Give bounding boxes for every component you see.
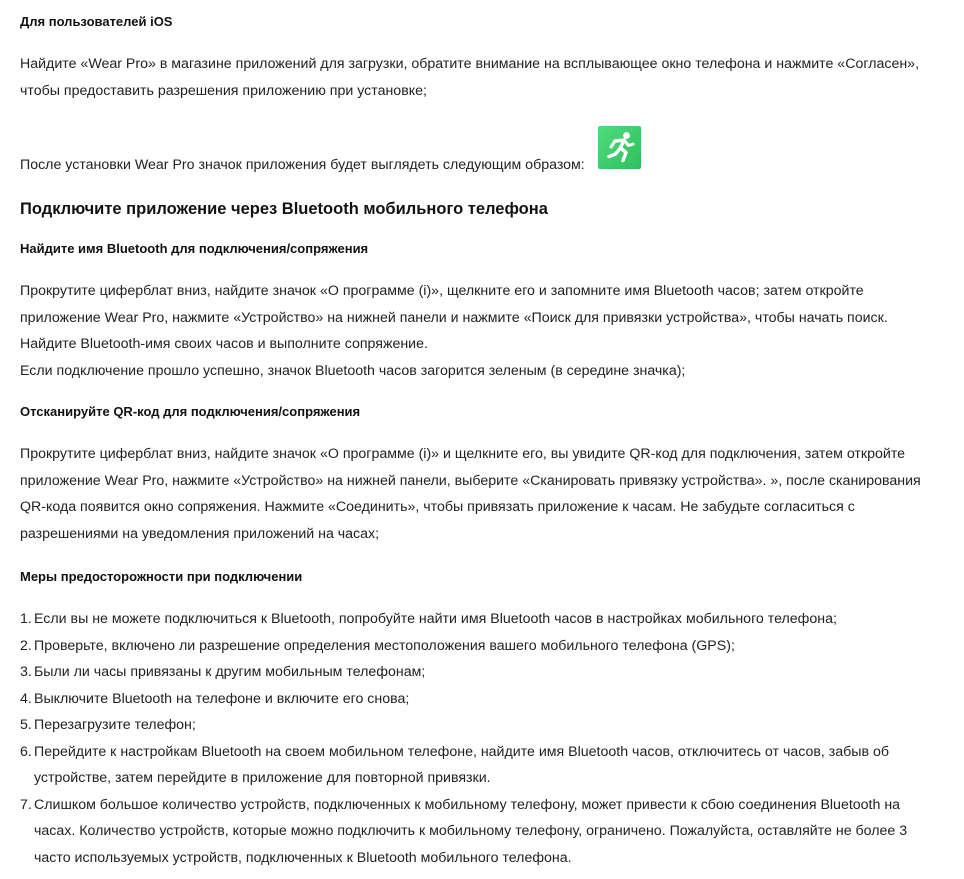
list-item-text: Перейдите к настройкам Bluetooth на своем мобильном телефоне, найдите имя Bluetooth часов, отключитесь от часов, забыв об — [34, 743, 890, 760]
paragraph-line: Прокрутите циферблат вниз, найдите значок «О программе (i)», щелкните его и запомните имя Bluetooth часов; затем откройте — [20, 283, 864, 299]
list-item-text: Перезагрузите телефон; — [34, 717, 196, 733]
list-item-text: часах. Количество устройств, которые можно подключить к мобильному телефону, ограничено. Пожалуйста, оставляйте не более 3 — [34, 823, 908, 839]
list-item-number: 2. — [20, 637, 32, 654]
ios-heading: Для пользователей iOS — [20, 14, 173, 29]
paragraph-line: приложение Wear Pro, нажмите «Устройство» на нижней панели, выберите «Сканировать привязку устройства». », после сканирования — [20, 472, 921, 489]
list-item-number: 7. — [20, 796, 32, 813]
list-item-text: Если вы не можете подключиться к Bluetooth, попробуйте найти имя Bluetooth часов в настройках мобильного телефона; — [34, 611, 837, 627]
after-install-text: После установки Wear Pro значок приложения будет выглядеть следующим образом: — [20, 157, 585, 173]
bluetooth-section-title: Подключите приложение через Bluetooth мобильного телефона — [20, 200, 548, 218]
find-name-paragraph — [20, 278, 950, 384]
qr-paragraph — [20, 441, 950, 547]
list-item — [20, 606, 950, 633]
list-item — [20, 712, 950, 739]
list-item — [20, 633, 950, 660]
list-item-text: Проверьте, включено ли разрешение определения местоположения вашего мобильного телефона (GPS); — [34, 637, 735, 654]
list-item — [20, 792, 950, 872]
paragraph-line: Прокрутите циферблат вниз, найдите значок «О программе (i)» и щелкните его, вы увидите QR-код для подключения, затем откройте — [20, 446, 906, 462]
ios-paragraph — [20, 51, 950, 104]
find-name-heading: Найдите имя Bluetooth для подключения/сопряжения — [20, 241, 369, 256]
list-item-text: часто используемых устройств, подключенных к Bluetooth мобильного телефона. — [34, 849, 572, 866]
running-man-icon — [598, 126, 641, 169]
list-item — [20, 686, 950, 713]
list-item-text: устройстве, затем перейдите в приложение для повторной привязки. — [34, 770, 491, 786]
precautions-list — [20, 606, 950, 871]
list-item — [20, 739, 950, 792]
list-item-number: 1. — [20, 611, 32, 627]
paragraph-line: разрешениями на уведомления приложений на часах; — [20, 525, 380, 542]
list-item-text: Выключите Bluetooth на телефоне и включите его снова; — [34, 690, 410, 707]
list-item-text: Были ли часы привязаны к другим мобильным телефонам; — [34, 664, 426, 680]
list-item — [20, 659, 950, 686]
list-item-number: 5. — [20, 717, 32, 733]
list-item-number: 3. — [20, 664, 32, 680]
ios-paragraph-line: Найдите «Wear Pro» в магазине приложений для загрузки, обратите внимание на всплывающее окно телефона и нажмите «Согласен», — [20, 56, 920, 72]
list-item-number: 6. — [20, 743, 32, 760]
qr-heading: Отсканируйте QR-код для подключения/сопряжения — [20, 404, 361, 419]
paragraph-line: Если подключение прошло успешно, значок Bluetooth часов загорится зеленым (в середине значка); — [20, 362, 686, 379]
paragraph-line: приложение Wear Pro, нажмите «Устройство» на нижней панели и нажмите «Поиск для привязки устройства», чтобы начать поиск. — [20, 309, 888, 326]
paragraph-line: QR-кода появится окно сопряжения. Нажмите «Соединить», чтобы привязать приложение к часам. Не забудьте согласиться с — [20, 499, 855, 515]
paragraph-line: Найдите Bluetooth-имя своих часов и выполните сопряжение. — [20, 336, 428, 352]
ios-paragraph-line: чтобы предоставить разрешения приложению при установке; — [20, 82, 427, 99]
precautions-heading: Меры предосторожности при подключении — [20, 569, 303, 584]
list-item-text: Слишком большое количество устройств, подключенных к мобильному телефону, может привести к сбою соединения Bluetooth на — [34, 796, 901, 813]
list-item-number: 4. — [20, 690, 32, 707]
